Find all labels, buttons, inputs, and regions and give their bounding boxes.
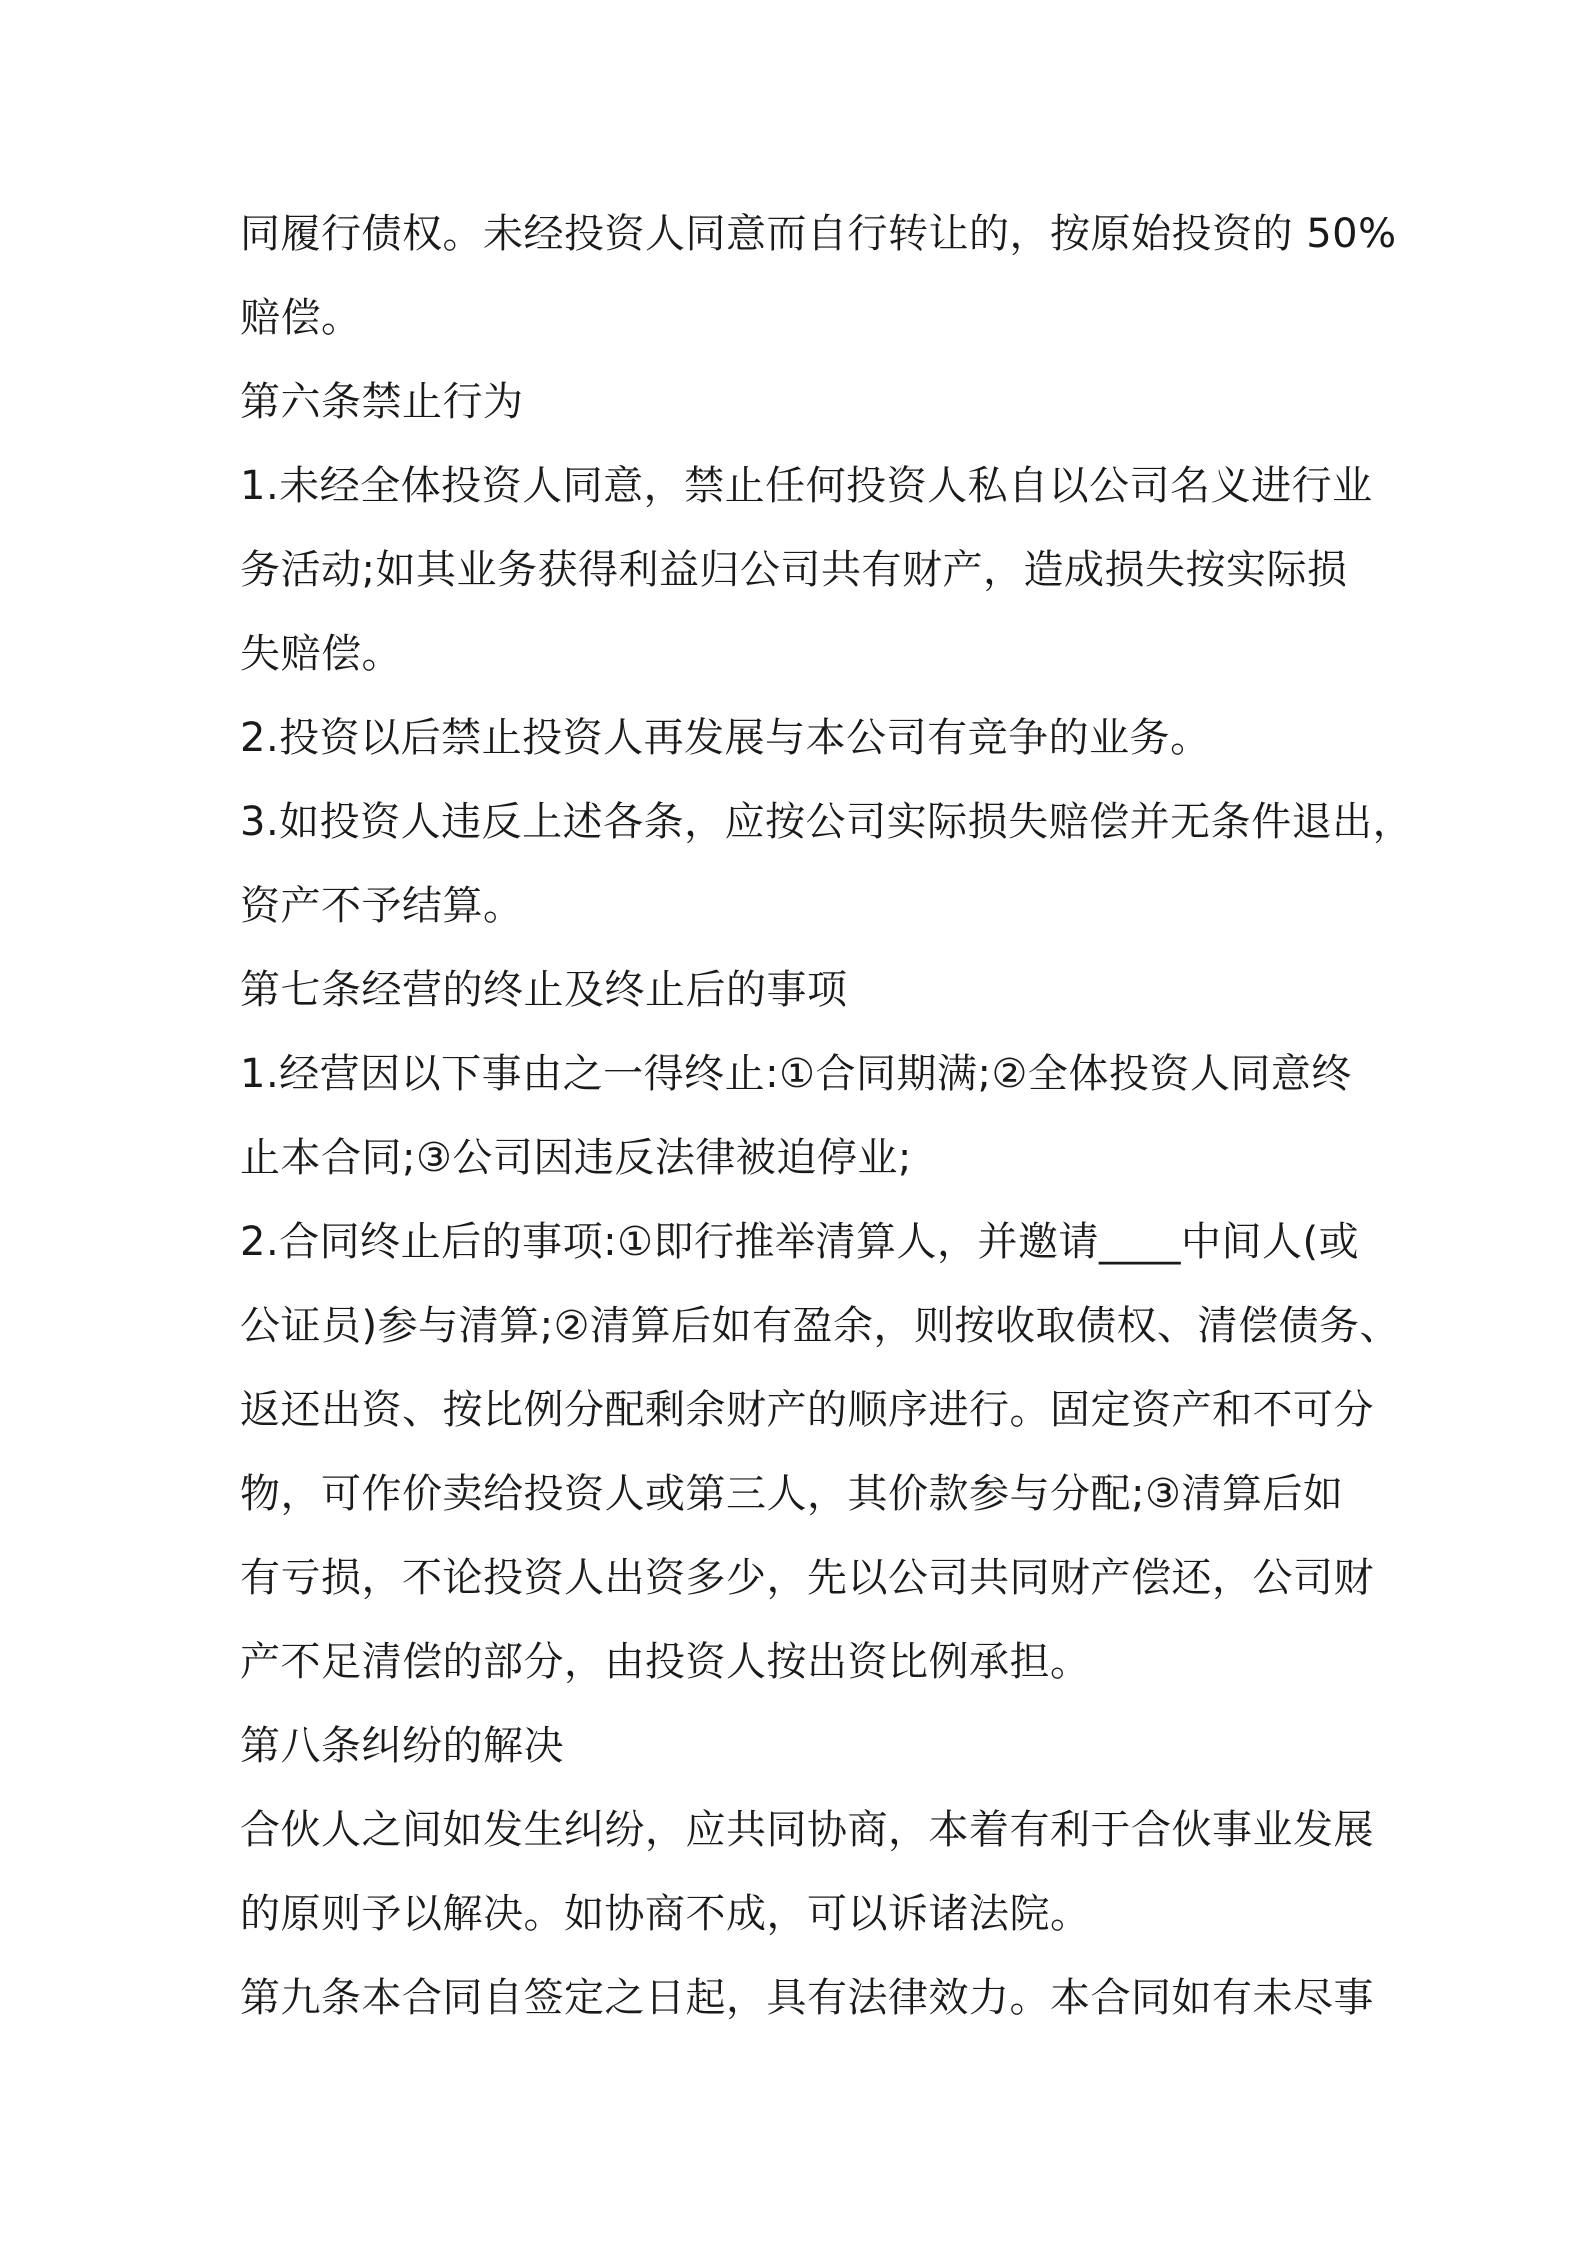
document-body: [240, 192, 1414, 2040]
paragraph-line: 产不足清偿的部分，由投资人按出资比例承担。: [240, 1639, 1091, 1685]
paragraph-line: 资产不予结算。: [240, 883, 524, 929]
paragraph-line: 止本合同;③公司因违反法律被迫停业;: [240, 1135, 912, 1181]
paragraph-line: 2.合同终止后的事项:①即行推举清算人，并邀请____中间人(或: [240, 1219, 1360, 1265]
paragraph-line: 合伙人之间如发生纠纷，应共同协商，本着有利于合伙事业发展: [240, 1807, 1374, 1853]
paragraph-line: 物，可作价卖给投资人或第三人，其价款参与分配;③清算后如: [240, 1471, 1344, 1517]
paragraph-line: 失赔偿。: [240, 631, 402, 677]
paragraph-line: 同履行债权。未经投资人同意而自行转让的，按原始投资的 50%: [240, 211, 1397, 257]
paragraph-line: 1.未经全体投资人同意，禁止任何投资人私自以公司名义进行业: [240, 463, 1373, 509]
paragraph-line: 第九条本合同自签定之日起，具有法律效力。本合同如有未尽事: [240, 1975, 1374, 2021]
article-heading: 第八条纠纷的解决: [240, 1723, 564, 1769]
paragraph-line: 的原则予以解决。如协商不成，可以诉诸法院。: [240, 1891, 1091, 1937]
paragraph-line: 赔偿。: [240, 295, 362, 341]
paragraph-line: 务活动;如其业务获得利益归公司共有财产，造成损失按实际损: [240, 547, 1348, 593]
paragraph-line: 1.经营因以下事由之一得终止:①合同期满;②全体投资人同意终: [240, 1051, 1352, 1097]
paragraph-line: 3.如投资人违反上述各条，应按公司实际损失赔偿并无条件退出，: [240, 799, 1414, 845]
paragraph-line: 有亏损，不论投资人出资多少，先以公司共同财产偿还，公司财: [240, 1555, 1374, 1601]
paragraph-line: 2.投资以后禁止投资人再发展与本公司有竞争的业务。: [240, 715, 1211, 761]
paragraph-line: 公证员)参与清算;②清算后如有盈余，则按收取债权、清偿债务、: [240, 1303, 1400, 1349]
paragraph-line: 返还出资、按比例分配剩余财产的顺序进行。固定资产和不可分: [240, 1387, 1374, 1433]
article-heading: 第六条禁止行为: [240, 379, 524, 425]
article-heading: 第七条经营的终止及终止后的事项: [240, 967, 848, 1013]
